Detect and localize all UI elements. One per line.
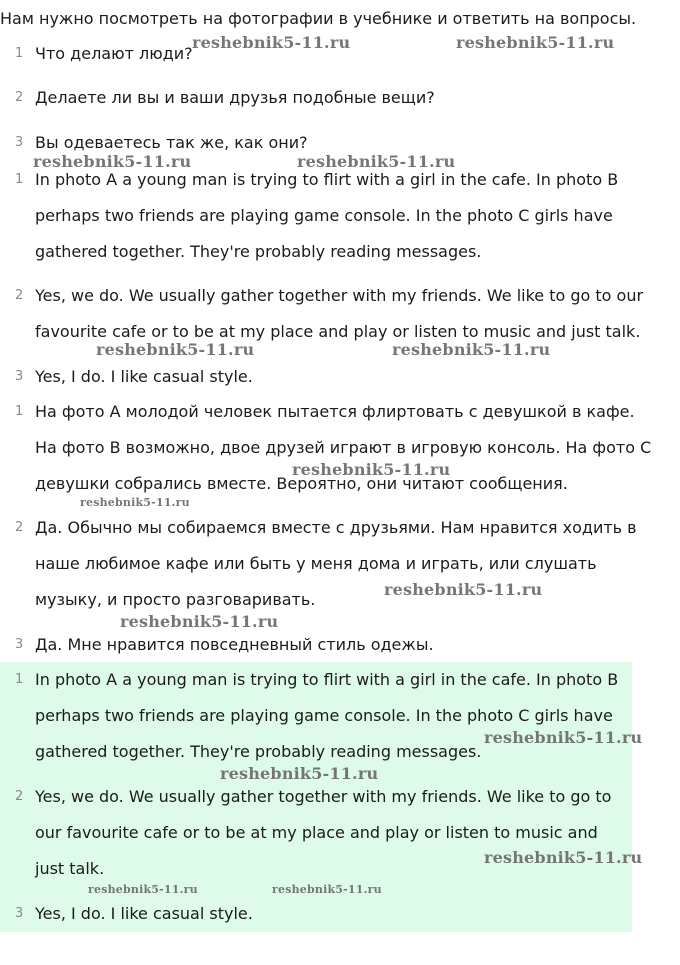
watermark: reshebnik5-11.ru — [484, 728, 643, 747]
item-text: Yes, we do. We usually gather together with my friends. We like to go to our favourite cafe or to be at my place and play or listen to music and just talk. — [35, 787, 612, 878]
watermark: reshebnik5-11.ru — [456, 33, 615, 52]
item-text: На фото А молодой человек пытается флиртовать с девушкой в кафе. На фото В возможно, двое друзей играют в игровую консоль. На фото С девушки собрались вместе. Вероятно, они читают сообщения. — [35, 402, 652, 493]
watermark: reshebnik5-11.ru — [96, 340, 255, 359]
russian-answers-list — [0, 394, 660, 663]
watermark: reshebnik5-11.ru — [33, 152, 192, 171]
questions-list — [0, 36, 632, 161]
item-text: Yes, I do. I like casual style. — [35, 367, 253, 386]
item-number: 1 — [15, 404, 24, 419]
item-text: Что делают люди? — [35, 44, 193, 63]
item-text: Да. Обычно мы собираемся вместе с друзьями. Нам нравится ходить в наше любимое кафе или быть у меня дома и играть, или слушать музыку, и просто разговаривать. — [35, 518, 637, 609]
list-item — [0, 896, 632, 932]
item-number: 1 — [15, 172, 24, 187]
item-text: In photo A a young man is trying to flirt with a girl in the cafe. In photo B perhaps two friends are playing game console. In the photo C girls have gathered together. They're probably reading messages. — [35, 670, 619, 761]
list-item — [0, 627, 660, 663]
watermark: reshebnik5-11.ru — [120, 612, 279, 631]
watermark: reshebnik5-11.ru — [297, 152, 456, 171]
watermark: reshebnik5-11.ru — [392, 340, 551, 359]
watermark: reshebnik5-11.ru — [192, 33, 351, 52]
item-number: 2 — [15, 520, 24, 535]
item-number: 3 — [15, 135, 24, 150]
item-number: 2 — [15, 90, 24, 105]
item-number: 3 — [15, 369, 24, 384]
item-text: Делаете ли вы и ваши друзья подобные вещи? — [35, 88, 435, 107]
item-number: 3 — [15, 906, 24, 921]
list-item — [0, 80, 632, 125]
list-item — [0, 359, 660, 395]
watermark: reshebnik5-11.ru — [220, 764, 379, 783]
list-item — [0, 779, 632, 896]
item-number: 2 — [15, 288, 24, 303]
item-text: Yes, I do. I like casual style. — [35, 904, 253, 923]
item-number: 1 — [15, 46, 24, 61]
watermark: reshebnik5-11.ru — [484, 848, 643, 867]
list-item — [0, 394, 660, 510]
watermark: reshebnik5-11.ru — [292, 460, 451, 479]
item-number: 1 — [15, 672, 24, 687]
watermark: reshebnik5-11.ru — [384, 580, 543, 599]
watermark: reshebnik5-11.ru — [88, 883, 198, 896]
list-item — [0, 510, 660, 627]
item-number: 2 — [15, 789, 24, 804]
item-number: 3 — [15, 637, 24, 652]
watermark: reshebnik5-11.ru — [272, 883, 382, 896]
list-item — [0, 662, 632, 779]
item-text: Вы одеваетесь так же, как они? — [35, 133, 308, 152]
intro-text: Нам нужно посмотреть на фотографии в учебнике и ответить на вопросы. — [0, 9, 637, 28]
item-text: In photo A a young man is trying to flirt with a girl in the cafe. In photo B perhaps two friends are playing game console. In the photo C girls have gathered together. They're probably reading messages. — [35, 170, 619, 261]
item-text: Да. Мне нравится повседневный стиль одежы. — [35, 635, 434, 654]
english-answers-list — [0, 162, 660, 395]
list-item — [0, 162, 660, 278]
item-text: Yes, we do. We usually gather together with my friends. We like to go to our favourite cafe or to be at my place and play or listen to music and just talk. — [35, 286, 644, 341]
watermark: reshebnik5-11.ru — [80, 496, 190, 509]
